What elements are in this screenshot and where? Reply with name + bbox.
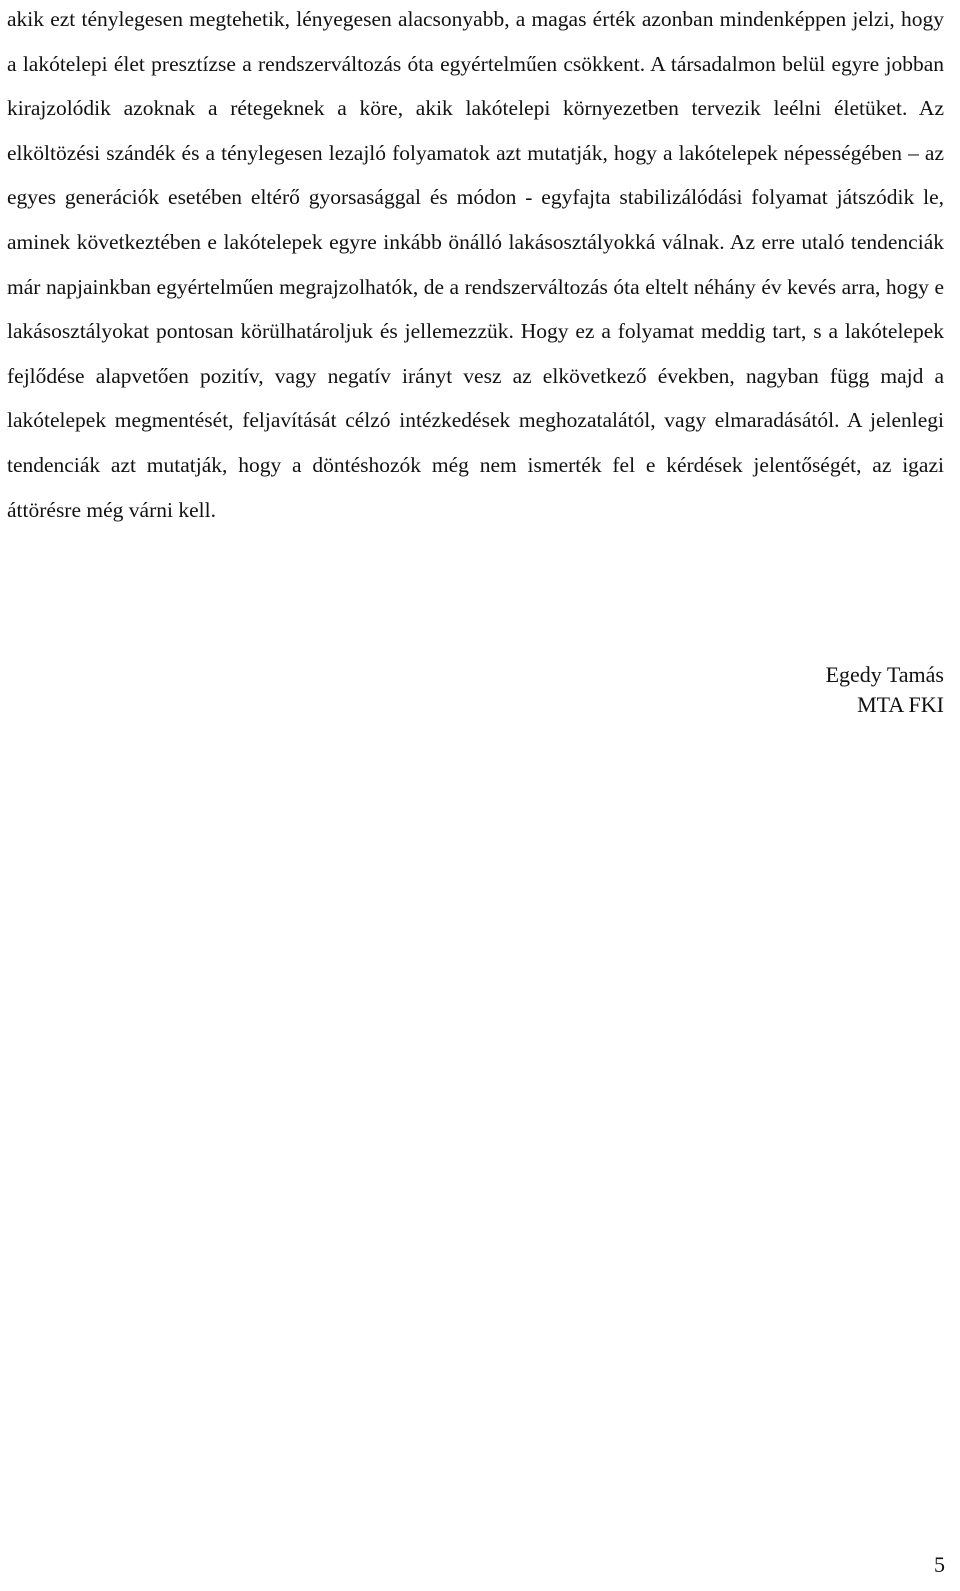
body-paragraph: akik ezt ténylegesen megtehetik, lényegesen alacsonyabb, a magas érték azonban mindenképpen jelzi, hogy a lakótelepi élet presztízse a rendszerváltozás óta egyértelműen csökkent. A társadalmon belül egyre jobban kirajzolódik azoknak a rétegeknek a köre, akik lakótelepi környezetben tervezik leélni életüket. Az elköltözési szándék és a ténylegesen lezajló folyamatok azt mutatják, hogy a lakótelepek népességében – az egyes generációk esetében eltérő gyorsasággal és módon - egyfajta stabilizálódási folyamat játszódik le, aminek következtében e lakótelepek egyre inkább önálló lakásosztályokká válnak. Az erre utaló tendenciák már napjainkban egyértelműen megrajzolhatók, de a rendszerváltozás óta eltelt néhány év kevés arra, hogy e lakásosztályokat pontosan körülhatároljuk és jellemezzük. Hogy ez a folyamat meddig tart, s a lakótelepek fejlődése alapvetően pozitív, vagy negatív irányt vesz az elkövetkező években, nagyban függ majd a lakótelepek megmentését, feljavítását célzó intézkedések meghozatalától, vagy elmaradásától. A jelenlegi tendenciák azt mutatják, hogy a döntéshozók még nem ismerték fel e kérdések jelentőségét, az igazi áttörésre még várni kell. [7, 7, 944, 522]
author-affiliation: MTA FKI [857, 692, 944, 717]
page-number: 5 [934, 1552, 945, 1577]
author-name: Egedy Tamás [825, 662, 944, 687]
signature-block [826, 660, 944, 720]
